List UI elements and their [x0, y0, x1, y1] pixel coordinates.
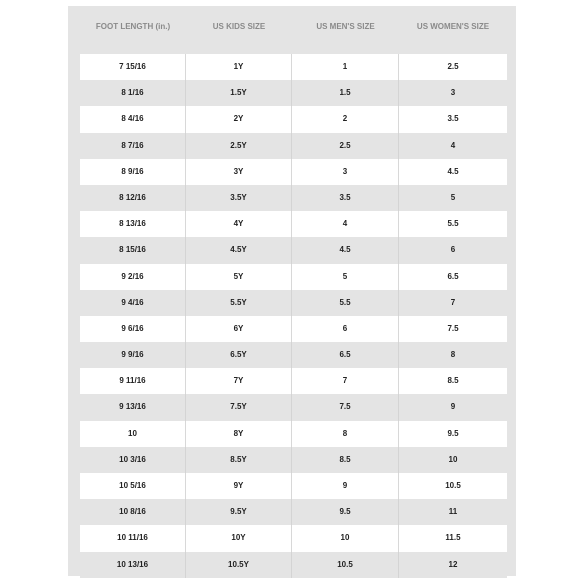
table-row — [80, 185, 507, 211]
kids-size-cell: 2Y — [186, 106, 292, 132]
mens-size-cell: 4.5 — [292, 237, 399, 263]
foot-length-cell: 10 8/16 — [80, 499, 186, 525]
kids-size-cell: 6.5Y — [186, 342, 292, 368]
kids-size-cell: 4Y — [186, 211, 292, 237]
kids-size-cell: 5Y — [186, 264, 292, 290]
table-row — [80, 525, 507, 551]
foot-length-cell: 8 4/16 — [80, 106, 186, 132]
mens-size-cell: 6.5 — [292, 342, 399, 368]
header-us-kids-size: US KIDS SIZE — [212, 22, 266, 31]
kids-size-cell: 3.5Y — [186, 185, 292, 211]
mens-size-cell: 2.5 — [292, 133, 399, 159]
table-row — [80, 473, 507, 499]
mens-size-cell: 9 — [292, 473, 399, 499]
size-chart — [68, 6, 516, 576]
foot-length-cell: 9 9/16 — [80, 342, 186, 368]
header-us-womens-size: US WOMEN'S SIZE — [416, 22, 490, 31]
foot-length-cell: 9 6/16 — [80, 316, 186, 342]
mens-size-cell: 1 — [292, 54, 399, 80]
foot-length-cell: 9 11/16 — [80, 368, 186, 394]
kids-size-cell: 5.5Y — [186, 290, 292, 316]
mens-size-cell: 8 — [292, 421, 399, 447]
womens-size-cell: 10 — [399, 447, 507, 473]
kids-size-cell: 4.5Y — [186, 237, 292, 263]
womens-size-cell: 7.5 — [399, 316, 507, 342]
womens-size-cell: 6.5 — [399, 264, 507, 290]
table-row — [80, 290, 507, 316]
table-row — [80, 106, 507, 132]
womens-size-cell: 10.5 — [399, 473, 507, 499]
womens-size-cell: 8.5 — [399, 368, 507, 394]
foot-length-cell: 8 13/16 — [80, 211, 186, 237]
header-foot-length: FOOT LENGTH (in.) — [95, 22, 171, 31]
mens-size-cell: 7.5 — [292, 394, 399, 420]
mens-size-cell: 6 — [292, 316, 399, 342]
foot-length-cell: 7 15/16 — [80, 54, 186, 80]
table-row — [80, 80, 507, 106]
kids-size-cell: 10Y — [186, 525, 292, 551]
kids-size-cell: 8.5Y — [186, 447, 292, 473]
table-header — [80, 6, 507, 48]
womens-size-cell: 3 — [399, 80, 507, 106]
foot-length-cell: 9 2/16 — [80, 264, 186, 290]
womens-size-cell: 4 — [399, 133, 507, 159]
table-row — [80, 421, 507, 447]
table-row — [80, 447, 507, 473]
foot-length-cell: 8 15/16 — [80, 237, 186, 263]
womens-size-cell: 11.5 — [399, 525, 507, 551]
womens-size-cell: 12 — [399, 552, 507, 578]
mens-size-cell: 5 — [292, 264, 399, 290]
foot-length-cell: 9 13/16 — [80, 394, 186, 420]
table-row — [80, 316, 507, 342]
womens-size-cell: 6 — [399, 237, 507, 263]
kids-size-cell: 1.5Y — [186, 80, 292, 106]
header-us-mens-size: US MEN'S SIZE — [316, 22, 375, 31]
foot-length-cell: 10 — [80, 421, 186, 447]
kids-size-cell: 7Y — [186, 368, 292, 394]
mens-size-cell: 1.5 — [292, 80, 399, 106]
womens-size-cell: 8 — [399, 342, 507, 368]
womens-size-cell: 9 — [399, 394, 507, 420]
table-row — [80, 54, 507, 80]
kids-size-cell: 3Y — [186, 159, 292, 185]
womens-size-cell: 11 — [399, 499, 507, 525]
table-row — [80, 237, 507, 263]
table-row — [80, 159, 507, 185]
mens-size-cell: 10.5 — [292, 552, 399, 578]
kids-size-cell: 2.5Y — [186, 133, 292, 159]
mens-size-cell: 2 — [292, 106, 399, 132]
mens-size-cell: 3.5 — [292, 185, 399, 211]
mens-size-cell: 10 — [292, 525, 399, 551]
womens-size-cell: 4.5 — [399, 159, 507, 185]
foot-length-cell: 10 13/16 — [80, 552, 186, 578]
foot-length-cell: 8 1/16 — [80, 80, 186, 106]
kids-size-cell: 10.5Y — [186, 552, 292, 578]
foot-length-cell: 10 11/16 — [80, 525, 186, 551]
mens-size-cell: 4 — [292, 211, 399, 237]
table-row — [80, 264, 507, 290]
foot-length-cell: 10 3/16 — [80, 447, 186, 473]
foot-length-cell: 8 7/16 — [80, 133, 186, 159]
womens-size-cell: 9.5 — [399, 421, 507, 447]
womens-size-cell: 3.5 — [399, 106, 507, 132]
mens-size-cell: 5.5 — [292, 290, 399, 316]
womens-size-cell: 5 — [399, 185, 507, 211]
table-row — [80, 394, 507, 420]
mens-size-cell: 7 — [292, 368, 399, 394]
kids-size-cell: 9.5Y — [186, 499, 292, 525]
kids-size-cell: 1Y — [186, 54, 292, 80]
mens-size-cell: 3 — [292, 159, 399, 185]
womens-size-cell: 2.5 — [399, 54, 507, 80]
kids-size-cell: 9Y — [186, 473, 292, 499]
table-row — [80, 368, 507, 394]
table-body — [80, 54, 507, 578]
table-row — [80, 552, 507, 578]
womens-size-cell: 5.5 — [399, 211, 507, 237]
table-row — [80, 133, 507, 159]
kids-size-cell: 7.5Y — [186, 394, 292, 420]
foot-length-cell: 9 4/16 — [80, 290, 186, 316]
table-row — [80, 499, 507, 525]
table-row — [80, 211, 507, 237]
foot-length-cell: 8 9/16 — [80, 159, 186, 185]
kids-size-cell: 8Y — [186, 421, 292, 447]
mens-size-cell: 9.5 — [292, 499, 399, 525]
foot-length-cell: 10 5/16 — [80, 473, 186, 499]
kids-size-cell: 6Y — [186, 316, 292, 342]
womens-size-cell: 7 — [399, 290, 507, 316]
table-row — [80, 342, 507, 368]
mens-size-cell: 8.5 — [292, 447, 399, 473]
foot-length-cell: 8 12/16 — [80, 185, 186, 211]
